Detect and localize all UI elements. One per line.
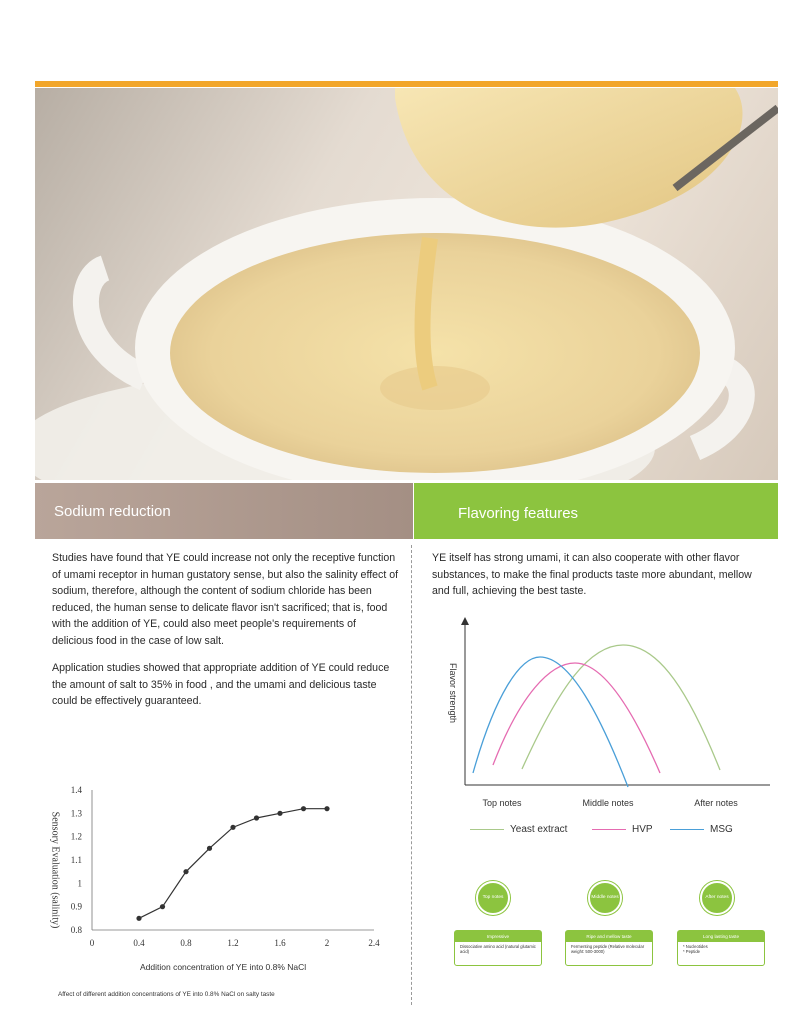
data-point: [230, 825, 235, 830]
flavor-paragraph: YE itself has strong umami, it can also cooperate with other flavor substances, to make the final products taste more abundant, mellow and full, achieving the best taste.: [432, 552, 752, 597]
curve-yeast-extract: [522, 645, 720, 770]
stage-box-title: Ripe and mellow taste: [566, 931, 652, 942]
data-point: [277, 811, 282, 816]
curve-msg: [473, 657, 628, 787]
section-header-flavoring-features: [414, 483, 778, 539]
stage-box-title: Impressive: [455, 931, 541, 942]
x-tick-label: 0.4: [133, 938, 145, 948]
sodium-paragraph-1: Studies have found that YE could increase not only the receptive function of umami receptor in human gustatory sense, but also the salinity effect of sodium, therefore, although the content of sodium chloride has been reduced, the human sense to delicate flavor isn't sacrificed; that is, food with the addition of YE, could also meet people's requirements of delicious food in the case of low salt.: [52, 552, 399, 647]
y-tick-label: 1.3: [70, 808, 82, 819]
flavor-strength-chart: [440, 605, 780, 820]
x-tick-label: 1.6: [274, 938, 286, 948]
salinity-chart-caption: Affect of different addition concentrations of YE into 0.8% NaCl on salty taste: [58, 991, 275, 998]
section-header-sodium-reduction: [35, 483, 413, 539]
stage-box-text: Dissociative amino acid (natural glutamic acid): [460, 944, 536, 954]
stage-box-middle-notes: [565, 930, 653, 966]
data-point: [136, 916, 141, 921]
legend-swatch-msg: [670, 829, 704, 830]
data-point: [160, 904, 165, 909]
column-divider: [411, 545, 412, 1005]
top-accent-rule: [35, 81, 778, 87]
salinity-y-axis-title: Sensory Evaluation (salinity): [49, 811, 61, 929]
legend-yeast-extract: Yeast extract: [470, 824, 567, 835]
stage-circle-middle-notes: Middle notes: [588, 881, 622, 915]
y-tick-label: 1.1: [70, 855, 82, 865]
y-axis-arrow-icon: [461, 617, 469, 625]
section-title-sodium-reduction: Sodium reduction: [54, 503, 171, 520]
x-tick-label: 2.4: [368, 938, 380, 948]
data-point: [301, 806, 306, 811]
stage-box-text: * Nucleotides * Peptide: [683, 944, 708, 954]
stage-box-top-notes: [454, 930, 542, 966]
x-tick-label: 2: [324, 938, 330, 948]
y-tick-label: 0.8: [70, 925, 82, 935]
y-tick-label: 0.9: [70, 901, 82, 912]
section-title-flavoring-features: Flavoring features: [458, 505, 579, 522]
stage-box-title: Long lasting taste: [678, 931, 764, 942]
x-tick-label: 1.2: [227, 938, 239, 948]
data-point: [324, 806, 329, 811]
data-point: [207, 846, 212, 851]
x-tick-label: 0.8: [180, 938, 192, 948]
stage-circle-top-notes: Top notes: [476, 881, 510, 915]
x-category-label: After notes: [694, 798, 738, 808]
y-tick-label: 1.2: [70, 831, 82, 842]
y-tick-label: 1: [77, 878, 82, 889]
legend-hvp: HVP: [592, 824, 653, 835]
salinity-x-axis-title: Addition concentration of YE into 0.8% NaCl: [140, 962, 307, 972]
stage-circle-after-notes: After notes: [700, 881, 734, 915]
x-tick-label: 0: [89, 938, 95, 948]
sodium-paragraph-2: Application studies showed that appropriate addition of YE could reduce the amount of salt to 35% in food , and the umami and delicious taste could be effectively guaranteed.: [52, 662, 390, 707]
x-category-label: Middle notes: [582, 798, 634, 808]
hero-photo-soup: [35, 88, 778, 480]
curve-hvp: [493, 663, 660, 773]
legend-swatch-hvp: [592, 829, 626, 830]
salinity-chart: [40, 770, 390, 960]
y-tick-label: 1.4: [70, 785, 82, 795]
stage-box-after-notes: [677, 930, 765, 966]
legend-msg: MSG: [670, 824, 733, 835]
data-point: [254, 815, 259, 820]
legend-swatch-yeast-extract: [470, 829, 504, 830]
x-category-label: Top notes: [482, 798, 522, 808]
data-point: [183, 869, 188, 874]
soup-bowl-illustration: [35, 88, 778, 480]
flavor-y-axis-title: Flavor strength: [448, 663, 458, 724]
stage-box-text: Fermenting peptide (Relative molecular weight: 500-3000): [571, 944, 645, 954]
